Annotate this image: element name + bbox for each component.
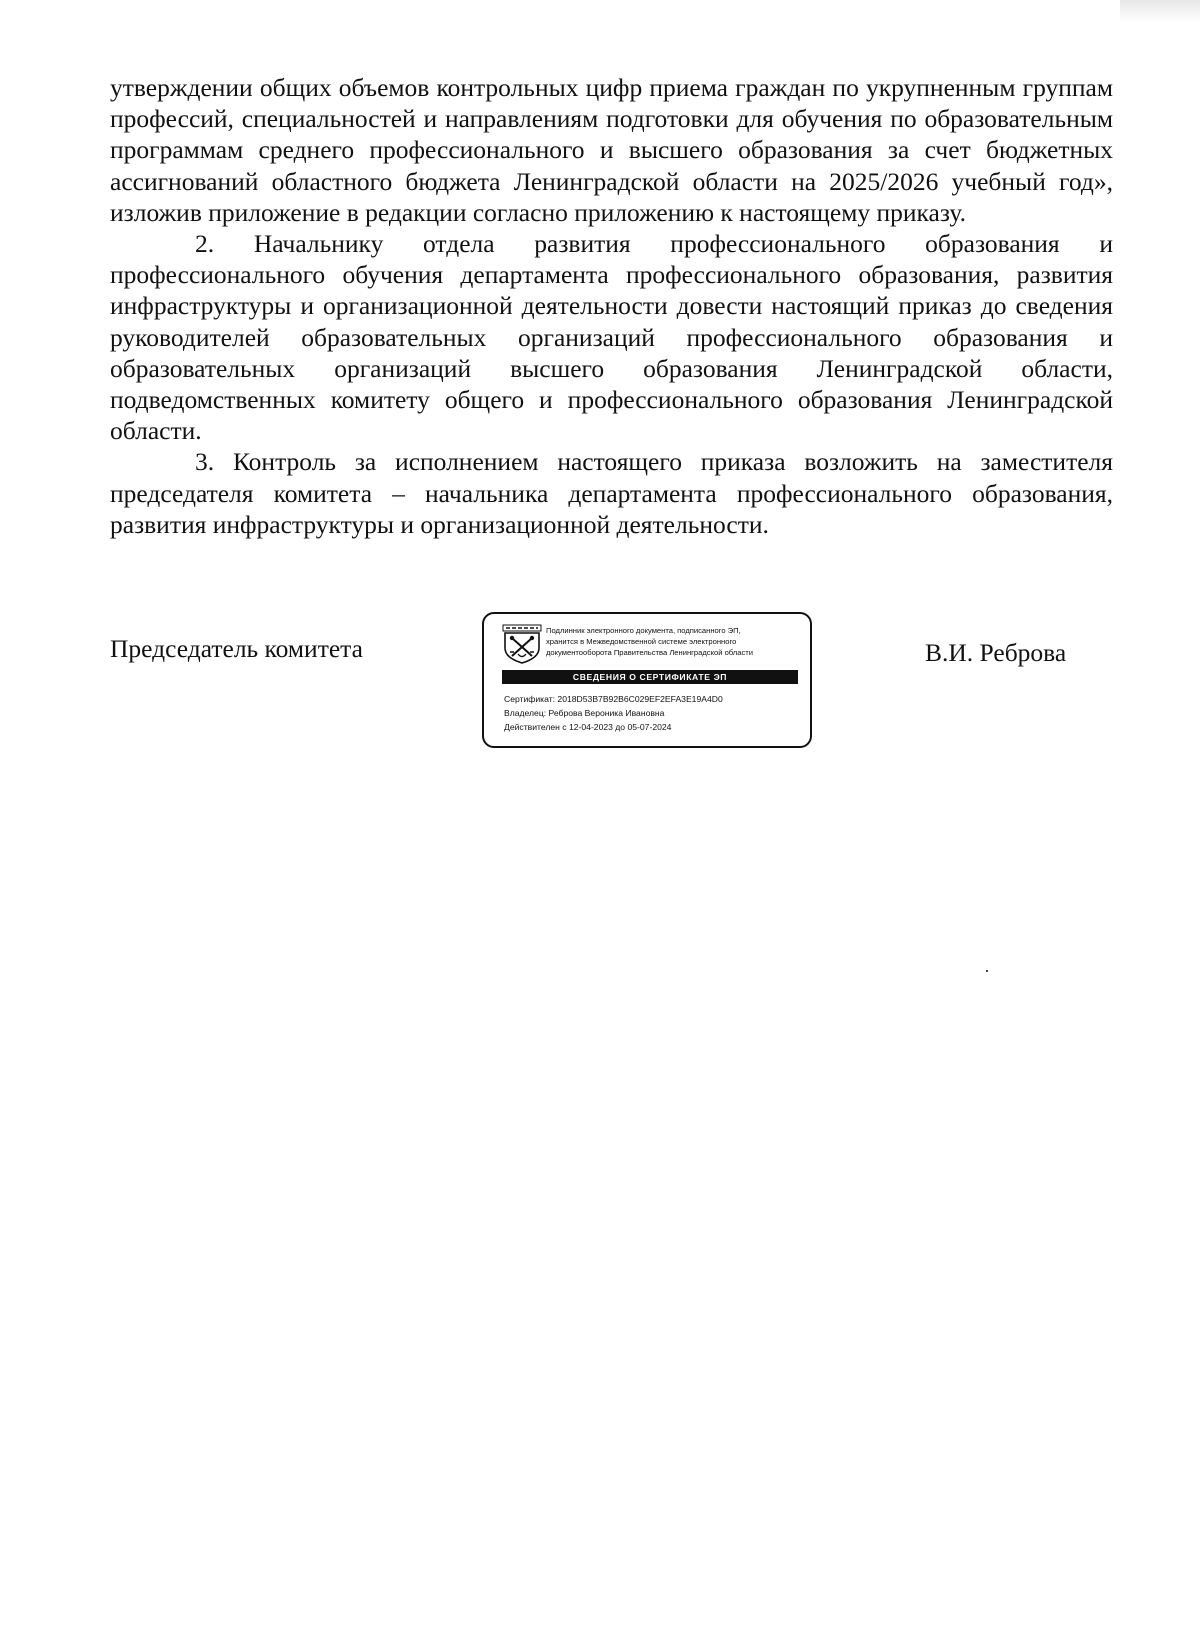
electronic-signature-stamp bbox=[482, 612, 812, 748]
certificate-validity: Действителен с 12-04-2023 до 05-07-2024 bbox=[504, 722, 672, 732]
coat-of-arms-icon bbox=[502, 624, 542, 664]
certificate-owner: Владелец: Реброва Вероника Ивановна bbox=[504, 708, 665, 718]
stamp-header bbox=[546, 625, 808, 658]
stamp-certificate-details bbox=[504, 692, 804, 734]
stamp-header-line: Подлинник электронного документа, подписанного ЭП, bbox=[546, 626, 741, 635]
paragraph-2: 2. Начальнику отдела развития профессионального образования и профессионального обучения департамента профессионального образования, развития инфраструктуры и организационной деятельности довести настоящий приказ до сведения руководителей образовательных организаций профессионального образования и образовательных организаций высшего образования Ленинградской области, подведомственных комитету общего и профессионального образования Ленинградской области. bbox=[110, 229, 1113, 446]
order-body bbox=[110, 72, 1113, 540]
paragraph-1-continuation: утверждении общих объемов контрольных цифр приема граждан по укрупненным группам профессий, специальностей и направлениям подготовки для обучения по образовательным программам среднего профессионального и высшего образования за счет бюджетных ассигнований областного бюджета Ленинградской области на 2025/2026 учебный год», изложив приложение в редакции согласно приложению к настоящему приказу. bbox=[110, 73, 1113, 227]
signatory-name: В.И. Реброва bbox=[925, 638, 1067, 667]
scan-artifact-dot bbox=[986, 970, 988, 972]
paragraph-3: 3. Контроль за исполнением настоящего приказа возложить на заместителя председателя комитета – начальника департамента профессионального образования, развития инфраструктуры и организационной деятельности. bbox=[110, 447, 1113, 539]
scan-artifact bbox=[1120, 0, 1200, 22]
stamp-header-line: документооборота Правительства Ленинградской области bbox=[546, 648, 753, 657]
certificate-number: Сертификат: 2018D53B7B92B6C029EF2EFA3E19A4D0 bbox=[504, 694, 723, 704]
stamp-header-line: хранится в Межведомственной системе электронного bbox=[546, 637, 737, 646]
signatory-position: Председатель комитета bbox=[110, 634, 363, 663]
stamp-certificate-title: СВЕДЕНИЯ О СЕРТИФИКАТЕ ЭП bbox=[502, 670, 798, 684]
